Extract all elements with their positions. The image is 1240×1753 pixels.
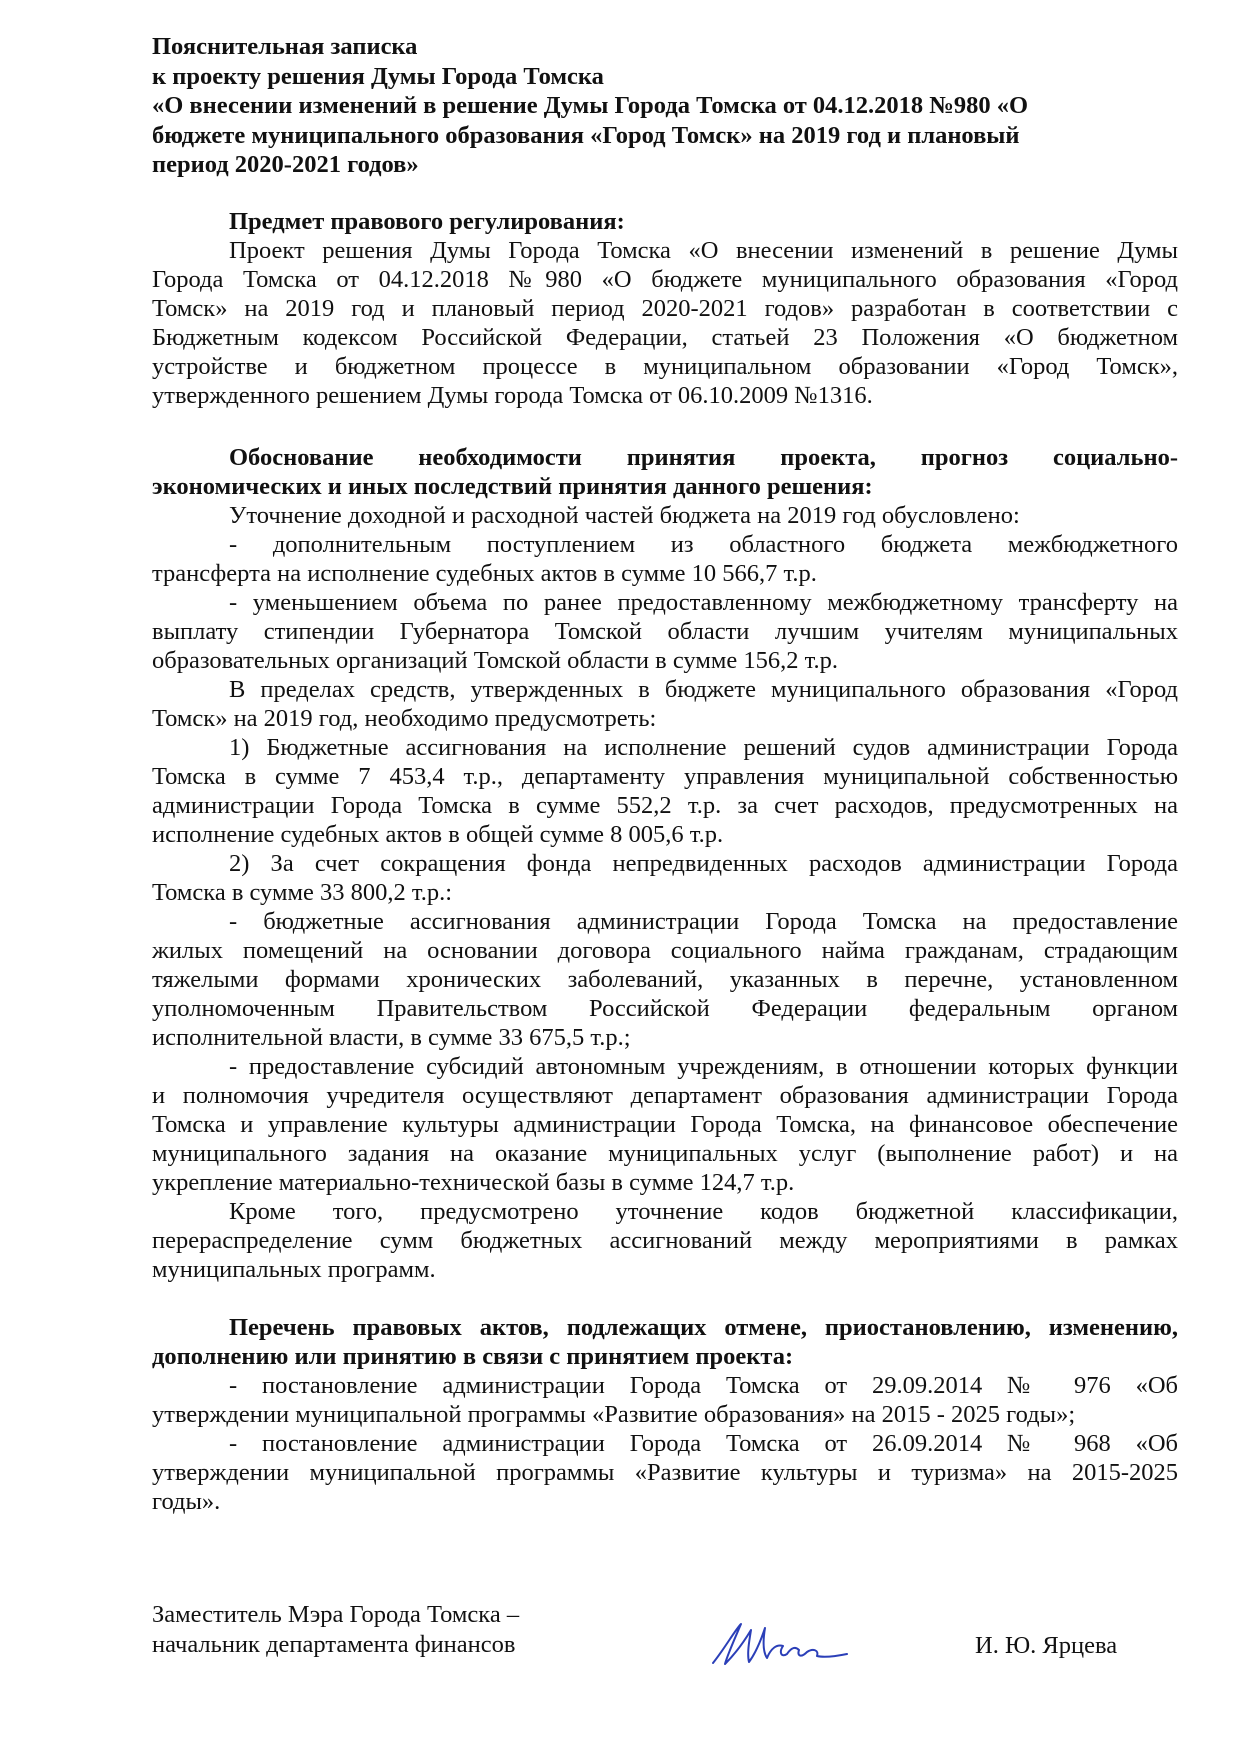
paragraph (152, 588, 1178, 675)
text-line: уполномоченным Правительством Российской Федерации федеральным органом (152, 995, 1178, 1022)
title-line: к проекту решения Думы Города Томска (152, 62, 604, 90)
section-heading (152, 443, 1178, 501)
text-line: администрации Города Томска в сумме 552,2 т.р. за счет расходов, предусмотренных на (152, 792, 1178, 819)
section-heading (152, 207, 1178, 236)
position-line: Заместитель Мэра Города Томска – (152, 1601, 520, 1628)
text-line: Кроме того, предусмотрено уточнение кодов бюджетной классификации, (229, 1198, 1178, 1225)
text-line: Томска и управление культуры администрации Города Томска, на финансовое обеспечение (152, 1111, 1178, 1138)
text-line: и полномочия учредителя осуществляют департамент образования администрации Города (152, 1082, 1178, 1109)
paragraph (152, 501, 1178, 530)
paragraph (152, 733, 1178, 849)
text-line: муниципального задания на оказание муниципальных услуг (выполнение работ) и на (152, 1140, 1178, 1167)
handwritten-signature (705, 1618, 855, 1673)
text-line: исполнение судебных актов в общей сумме 8 005,6 т.р. (152, 821, 724, 848)
text-line: укрепление материально-технической базы в сумме 124,7 т.р. (152, 1169, 795, 1196)
text-line: тяжелыми формами хронических заболеваний, указанных в перечне, установленном (152, 966, 1178, 993)
text-line: 2) За счет сокращения фонда непредвиденных расходов администрации Города (229, 850, 1178, 877)
title-line: «О внесении изменений в решение Думы Города Томска от 04.12.2018 №980 «О (152, 92, 1029, 119)
text-line: Перечень правовых актов, подлежащих отмене, приостановлению, изменению, (229, 1314, 1178, 1341)
title-line: Пояснительная записка (152, 33, 418, 60)
text-line: Томска в сумме 7 453,4 т.р., департаменту управления муниципальной собственностью (152, 763, 1178, 790)
section-heading (152, 1313, 1178, 1371)
text-line: устройстве и бюджетном процессе в муниципальном образовании «Город Томск», (152, 353, 1178, 380)
text-line: Проект решения Думы Города Томска «О внесении изменений в решение Думы (229, 237, 1178, 264)
section-legal-regulation (152, 207, 1178, 410)
paragraph (152, 530, 1178, 588)
text-line: Предмет правового регулирования: (229, 208, 625, 235)
paragraph (152, 1052, 1178, 1197)
text-line: В пределах средств, утвержденных в бюджете муниципального образования «Город (229, 676, 1178, 703)
text-line: - дополнительным поступлением из областного бюджета межбюджетного (229, 531, 1178, 558)
text-line: экономических и иных последствий принятия данного решения: (152, 473, 873, 500)
text-line: Уточнение доходной и расходной частей бюджета на 2019 год обусловлено: (229, 502, 1020, 529)
text-line: перераспределение сумм бюджетных ассигнований между мероприятиями в рамках (152, 1227, 1178, 1254)
text-line: утвержденного решением Думы города Томска от 06.10.2009 №1316. (152, 382, 873, 409)
text-line: Томска в сумме 33 800,2 т.р.: (152, 879, 453, 906)
text-line: дополнению или принятию в связи с принятием проекта: (152, 1343, 794, 1370)
text-line: - предоставление субсидий автономным учреждениям, в отношении которых функции (229, 1053, 1178, 1080)
text-line: утверждении муниципальной программы «Развитие культуры и туризма» на 2015-2025 (152, 1459, 1178, 1486)
text-line: выплату стипендии Губернатора Томской области лучшим учителям муниципальных (152, 618, 1178, 645)
text-line: жилых помещений на основании договора социального найма гражданам, страдающим (152, 937, 1178, 964)
paragraph (152, 907, 1178, 1052)
section-legal-acts (152, 1313, 1178, 1516)
paragraph (152, 236, 1178, 410)
text-line: Томск» на 2019 год, необходимо предусмотреть: (152, 705, 657, 732)
text-line: Томск» на 2019 год и плановый период 2020-2021 годов» разработан в соответствии с (152, 295, 1178, 322)
paragraph (152, 1371, 1178, 1429)
text-line: годы». (152, 1488, 221, 1515)
document-title (152, 32, 1178, 180)
text-line: трансферта на исполнение судебных актов в сумме 10 566,7 т.р. (152, 560, 817, 587)
text-line: - бюджетные ассигнования администрации Города Томска на предоставление (229, 908, 1178, 935)
text-line: муниципальных программ. (152, 1256, 436, 1283)
paragraph (152, 1429, 1178, 1516)
title-line: бюджете муниципального образования «Город Томск» на 2019 год и плановый (152, 121, 1020, 149)
text-line: Бюджетным кодексом Российской Федерации, статьей 23 Положения «О бюджетном (152, 324, 1178, 351)
paragraph (152, 849, 1178, 907)
title-line: период 2020-2021 годов» (152, 151, 419, 178)
paragraph (152, 1197, 1178, 1284)
signatory-position (152, 1600, 519, 1660)
text-line: Обоснование необходимости принятия проекта, прогноз социально- (229, 444, 1178, 471)
text-line: 1) Бюджетные ассигнования на исполнение решений судов администрации Города (229, 734, 1178, 761)
text-line: - уменьшением объема по ранее предоставленному межбюджетному трансферту на (229, 589, 1178, 616)
text-line: исполнительной власти, в сумме 33 675,5 т.р.; (152, 1024, 631, 1051)
signatory-name: И. Ю. Ярцева (975, 1632, 1118, 1659)
position-line: начальник департамента финансов (152, 1631, 516, 1658)
text-line: - постановление администрации Города Томска от 29.09.2014 № 976 «Об (229, 1372, 1178, 1399)
paragraph (152, 675, 1178, 733)
section-justification (152, 443, 1178, 1284)
text-line: утверждении муниципальной программы «Развитие образования» на 2015 - 2025 годы»; (152, 1401, 1076, 1428)
text-line: Города Томска от 04.12.2018 №980 «О бюджете муниципального образования «Город (152, 266, 1178, 293)
text-line: образовательных организаций Томской области в сумме 156,2 т.р. (152, 647, 838, 674)
text-line: - постановление администрации Города Томска от 26.09.2014 № 968 «Об (229, 1430, 1178, 1457)
